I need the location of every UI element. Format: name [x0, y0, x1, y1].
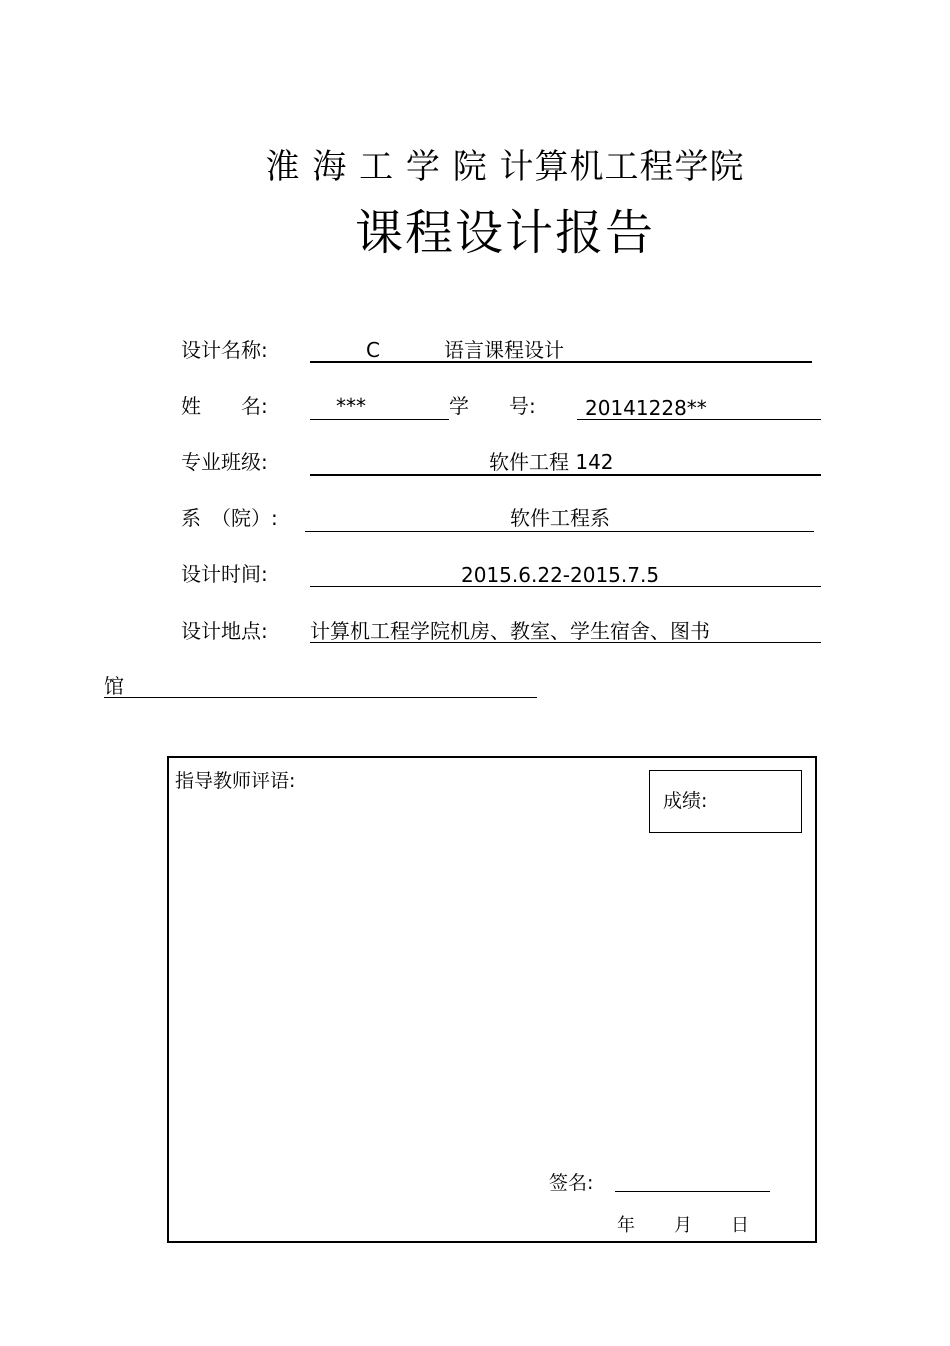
- design-name-value: 语言课程设计: [444, 338, 564, 362]
- signature-label: 签名:: [549, 1172, 594, 1194]
- major-class-value: 软件工程 142: [489, 450, 614, 474]
- student-id-underline: [577, 419, 821, 420]
- teacher-comment-label: 指导教师评语:: [175, 770, 296, 792]
- name-underline: [310, 419, 449, 420]
- design-time-label: 设计时间:: [181, 562, 268, 586]
- department-label: 系 （院）:: [181, 506, 278, 530]
- design-location-underline: [310, 642, 821, 643]
- grade-label: 成绩:: [663, 790, 708, 812]
- month-label: 月: [674, 1215, 692, 1236]
- name-label: 姓 名:: [181, 394, 268, 418]
- student-id-label: 学 号:: [449, 394, 536, 418]
- design-time-value: 2015.6.22-2015.7.5: [461, 563, 660, 587]
- department-underline: [305, 531, 814, 532]
- design-location-label: 设计地点:: [181, 619, 268, 643]
- design-name-label: 设计名称:: [181, 338, 268, 362]
- institution-title: 淮 海 工 学 院 计算机工程学院: [265, 147, 745, 187]
- major-class-underline: [310, 474, 821, 476]
- major-class-label: 专业班级:: [181, 450, 268, 474]
- signature-underline: [615, 1191, 770, 1192]
- design-name-prefix: C: [366, 338, 380, 362]
- department-value: 软件工程系: [510, 506, 610, 530]
- student-id-value: 20141228**: [585, 396, 707, 420]
- year-label: 年: [617, 1215, 635, 1236]
- design-location-continuation: 馆: [104, 674, 124, 698]
- day-label: 日: [731, 1215, 749, 1236]
- name-value: ***: [336, 394, 366, 418]
- report-title: 课程设计报告: [354, 205, 655, 261]
- design-location-value: 计算机工程学院机房、教室、学生宿舍、图书: [310, 619, 710, 643]
- design-time-underline: [310, 586, 821, 587]
- design-location-cont-underline: [104, 697, 537, 698]
- design-name-underline: [310, 361, 812, 363]
